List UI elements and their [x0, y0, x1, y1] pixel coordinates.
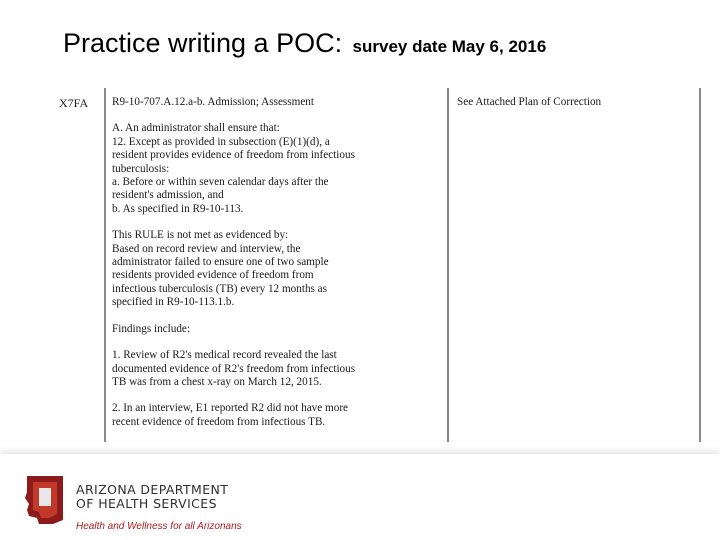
- deficiency-line: 12. Except as provided in subsection (E)(1)(d), a: [112, 135, 330, 148]
- org-name-line1: ARIZONA DEPARTMENT: [76, 482, 229, 497]
- deficiency-line: A. An administrator shall ensure that:: [112, 122, 280, 135]
- slide-title-main: Practice writing a POC:: [63, 28, 343, 58]
- slide-title: [63, 28, 546, 59]
- org-tagline: Health and Wellness for all Arizonans: [76, 521, 242, 532]
- deficiency-line: b. As specified in R9-10-113.: [112, 202, 244, 215]
- org-name: [76, 483, 228, 511]
- column-divider-middle: [447, 88, 449, 442]
- deficiency-line: TB was from a chest x-ray on March 12, 2015.: [112, 375, 322, 388]
- deficiency-paragraph: [112, 122, 370, 216]
- deficiency-paragraph: [112, 349, 370, 389]
- deficiency-paragraph: [112, 96, 370, 109]
- deficiency-line: tuberculosis:: [112, 162, 170, 175]
- column-divider-right: [699, 88, 701, 442]
- deficiency-line: 2. In an interview, E1 reported R2 did not have more: [112, 402, 349, 415]
- deficiency-line: This RULE is not met as evidenced by:: [112, 229, 289, 242]
- deficiency-line: Findings include:: [112, 322, 191, 335]
- arizona-state-logo-icon: [23, 474, 65, 526]
- deficiency-line: a. Before or within seven calendar days after the: [112, 176, 329, 189]
- deficiency-line: administrator failed to ensure one of two sample: [112, 256, 329, 269]
- slide-title-survey-date: survey date May 6, 2016: [352, 37, 547, 56]
- deficiency-line: specified in R9-10-113.1.b.: [112, 296, 235, 309]
- deficiency-paragraph: [112, 402, 370, 429]
- deficiency-text: [112, 96, 370, 442]
- deficiency-tag: X7FA: [59, 96, 89, 110]
- deficiency-line: 1. Review of R2's medical record revealed the last: [112, 349, 337, 362]
- deficiency-line: R9-10-707.A.12.a-b. Admission; Assessment: [112, 96, 314, 108]
- deficiency-paragraph: [112, 323, 370, 336]
- deficiency-line: recent evidence of freedom from infectious TB.: [112, 415, 326, 428]
- deficiency-line: infectious tuberculosis (TB) every 12 months as: [112, 282, 328, 295]
- deficiency-line: residents provided evidence of freedom from: [112, 269, 314, 282]
- org-name-line2: OF HEALTH SERVICES: [76, 496, 217, 511]
- deficiency-line: documented evidence of R2's freedom from infectious: [112, 362, 356, 375]
- corrective-action-text: See Attached Plan of Correction: [457, 96, 602, 108]
- deficiency-line: resident provides evidence of freedom from infectious: [112, 149, 355, 162]
- deficiency-paragraph: [112, 229, 370, 309]
- deficiency-line: Based on record review and interview, the: [112, 242, 301, 255]
- deficiency-line: resident's admission, and: [112, 189, 224, 202]
- column-divider-left: [104, 88, 106, 442]
